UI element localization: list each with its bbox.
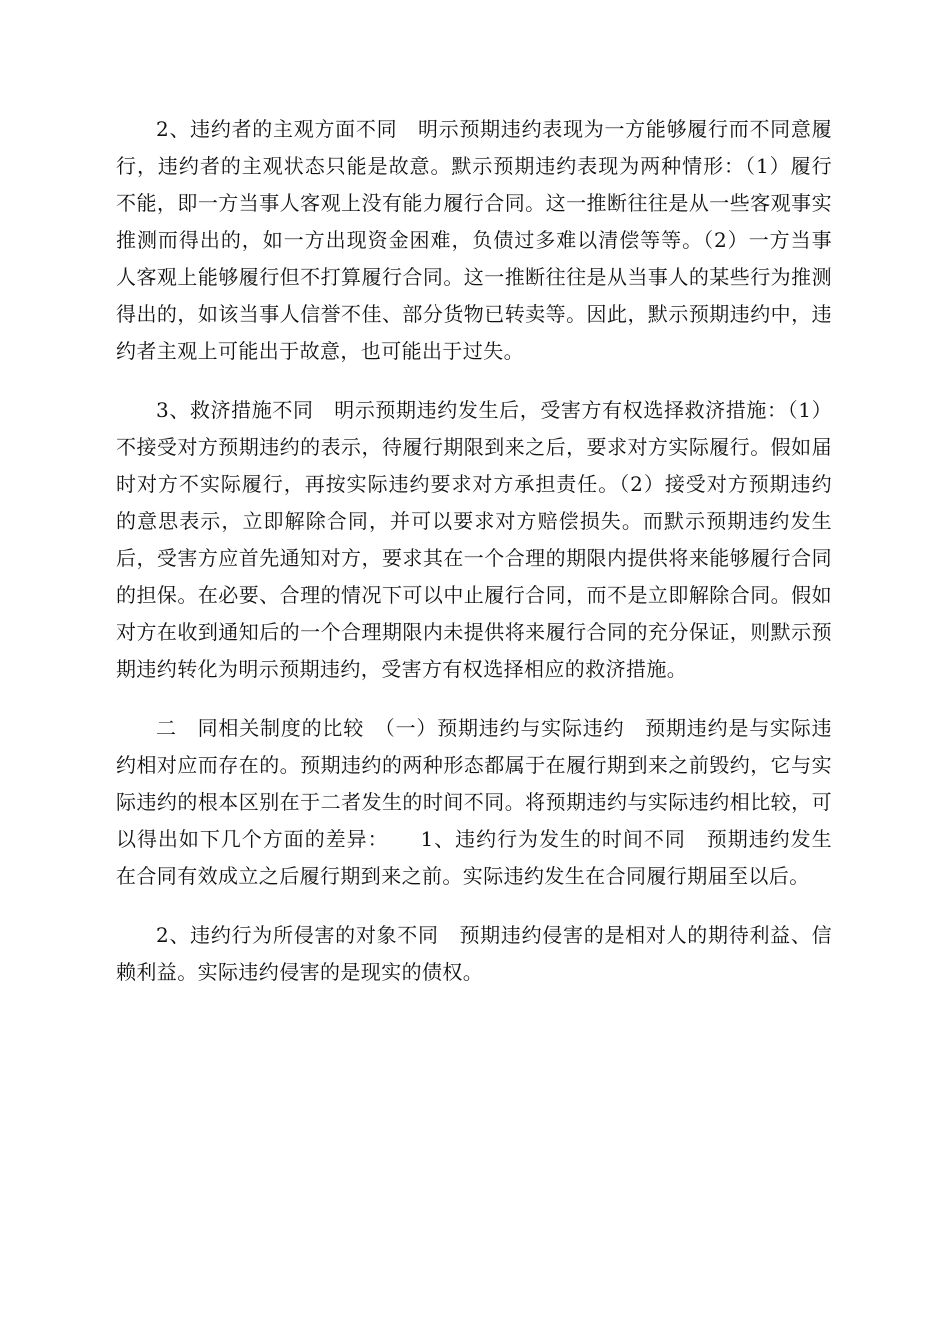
- paragraph-remedy-difference: 3、救济措施不同 明示预期违约发生后，受害方有权选择救济措施：（1）不接受对方预期违约的表示，待履行期限到来之后，要求对方实际履行。假如届时对方不实际履行，再按实际违约要求对方承担责任。（2）接受对方预期违约的意思表示，立即解除合同，并可以要求对方赔偿损失。而默示预期违约发生后，受害方应首先通知对方，要求其在一个合理的期限内提供将来能够履行合同的担保。在必要、合理的情况下可以中止履行合同，而不是立即解除合同。假如对方在收到通知后的一个合理期限内未提供将来履行合同的充分保证，则默示预期违约转化为明示预期违约，受害方有权选择相应的救济措施。: [116, 398, 832, 681]
- paragraph-infringed-object: 2、违约行为所侵害的对象不同 预期违约侵害的是相对人的期待利益、信赖利益。实际违约侵害的是现实的债权。: [116, 923, 832, 984]
- document-body: [116, 111, 832, 991]
- paragraph-comparison-actual-breach: 二 同相关制度的比较 （一）预期违约与实际违约 预期违约是与实际违约相对应而存在的。预期违约的两种形态都属于在履行期到来之前毁约，它与实际违约的根本区别在于二者发生的时间不同。将预期违约与实际违约相比较，可以得出如下几个方面的差异： 1、违约行为发生的时间不同 预期违约发生在合同有效成立之后履行期到来之前。实际违约发生在合同履行期届至以后。: [116, 716, 832, 888]
- paragraph-subjective-difference: 2、违约者的主观方面不同 明示预期违约表现为一方能够履行而不同意履行，违约者的主观状态只能是故意。默示预期违约表现为两种情形：（1）履行不能，即一方当事人客观上没有能力履行合同。这一推断往往是从一些客观事实推测而得出的，如一方出现资金困难，负债过多难以清偿等等。（2）一方当事人客观上能够履行但不打算履行合同。这一推断往往是从当事人的某些行为推测得出的，如该当事人信誉不佳、部分货物已转卖等。因此，默示预期违约中，违约者主观上可能出于故意，也可能出于过失。: [116, 117, 832, 363]
